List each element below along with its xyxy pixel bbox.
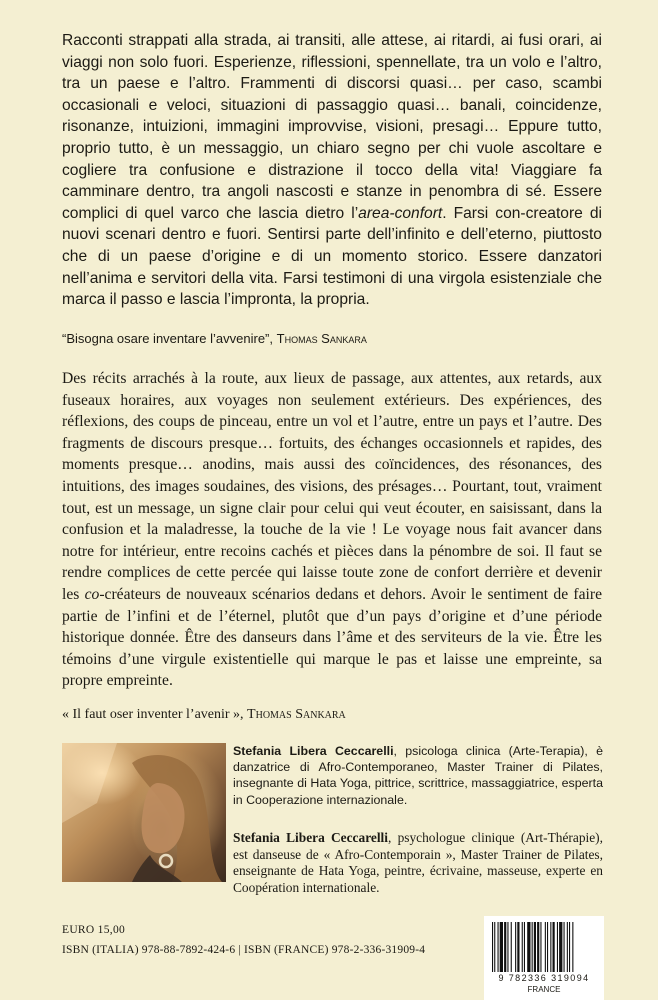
barcode-bar	[515, 922, 516, 972]
author-name-italian: Stefania Libera Ceccarelli	[233, 744, 394, 758]
italian-blurb-part1: Racconti strappati alla strada, ai transiti, alle attese, ai ritardi, ai fusi orari, ai viaggi non solo fuori. Esperienze, riflessioni, spennellate, tra un volo e l’altro, tra un paese e l’altro. Frammenti di discorsi quasi… per caso, scambi occasionali e veloci, situazioni di passaggio quasi… banali, coincidenze, risonanze, intuizioni, immagini improvvise, visioni, presagi… Eppure tutto, proprio tutto, è un messaggio, un chiaro segno per chi vuole ascoltare e cogliere tra confusione e distrazione il tocco della vita! Viaggiare fa camminare dentro, tra angoli nascosti e stanze in penombra di sé. Essere complici di quel varco che lascia dietro l’	[62, 32, 602, 222]
italian-quote	[62, 330, 602, 348]
author-name-french: Stefania Libera Ceccarelli	[233, 830, 388, 845]
barcode-bar	[511, 922, 512, 972]
isbn-italy: ISBN (ITALIA) 978-88-7892-424-6	[62, 944, 236, 956]
barcode-bar	[567, 922, 568, 972]
italian-quote-author: Thomas Sankara	[276, 331, 367, 346]
barcode-bar	[553, 922, 555, 972]
barcode-bar	[494, 922, 495, 972]
barcode-bar	[527, 922, 530, 972]
author-bio-french-text: , psychologue clinique (Art-Thérapie), est danseuse de « Afro-Contemporain », Master Trainer de Pilates, enseignante de Hata Yoga, peintre, écrivaine, masseuse, experte en Coopération internationale.	[233, 830, 603, 895]
barcode-bar	[545, 922, 546, 972]
barcode-bar	[557, 922, 558, 972]
barcode	[484, 916, 604, 1000]
barcode-bar	[498, 922, 499, 972]
barcode-bar	[504, 922, 506, 972]
barcode-country: FRANCE	[527, 985, 561, 994]
italian-quote-text: “Bisogna osare inventare l’avvenire”,	[62, 331, 273, 346]
barcode-bar	[569, 922, 570, 972]
french-blurb-part1: Des récits arrachés à la route, aux lieux de passage, aux attentes, aux retards, aux fuseaux horaires, aux voyages non seulement extérieurs. Des expériences, des réflexions, des coups de pinceau, entre un vol et l’autre, entre un pays et l’autre. Des fragments de discours presque… fortuits, des échanges occasionnels et rapides, des moments presque… anodins, mais aussi des coïncidences, des résonances, des intuitions, des images soudaines, des visions, des présages… Pourtant, tout, vraiment tout, est un message, un signe clair pour celui qui veut écouter, en saisissant, dans la confusion et la maladresse, la touche de la vie ! Le voyage nous fait avancer dans notre for intérieur, entre recoins cachés et pièces dans la pénombre de soi. Il faut se rendre complices de cette percée qui laisse toute zone de confort derrière et devenir les	[62, 370, 602, 603]
author-bio-italian	[233, 743, 603, 808]
italian-blurb-emphasis: area-confort	[358, 204, 443, 222]
barcode-bar	[564, 922, 565, 972]
price: EURO 15,00	[62, 924, 126, 936]
author-photo	[62, 743, 226, 882]
french-quote	[62, 706, 602, 724]
isbn-line	[62, 944, 425, 956]
barcode-bar	[572, 922, 573, 972]
author-bio-italian-text: , psicologa clinica (Arte-Terapia), è danzatrice di Afro-Contemporaneo, Master Trainer di Pilates, insegnante di Hata Yoga, pittrice, scrittrice, massaggiatrice, esperta in Cooperazione internazionale.	[233, 744, 603, 807]
french-quote-author: Thomas Sankara	[247, 707, 346, 722]
barcode-bar	[534, 922, 536, 972]
french-quote-text: « Il faut oser inventer l’avenir »,	[62, 707, 244, 722]
barcode-bars	[490, 922, 598, 972]
italian-blurb	[62, 30, 602, 311]
barcode-bar	[537, 922, 539, 972]
barcode-bar	[507, 922, 508, 972]
barcode-bar	[524, 922, 525, 972]
barcode-bar	[517, 922, 519, 972]
barcode-bar	[550, 922, 551, 972]
french-blurb	[62, 368, 602, 692]
barcode-bar	[492, 922, 493, 972]
barcode-bar	[547, 922, 548, 972]
barcode-bar	[559, 922, 562, 972]
french-blurb-emphasis: co	[84, 585, 100, 603]
barcode-bar	[522, 922, 523, 972]
barcode-bar	[500, 922, 503, 972]
barcode-bar	[540, 922, 541, 972]
author-bio-french	[233, 830, 603, 896]
isbn-france: ISBN (FRANCE) 978-2-336-31909-4	[243, 944, 426, 956]
french-blurb-part2: -créateurs de nouveaux scénarios dedans et dehors. Avoir le sentiment de faire partie de l’infini et de l’éternel, plutôt que d’un pays d’origine et d’une période historique donnée. Être des danseurs dans l’âme et des serviteurs de la vie. Être les témoins d’une virgule existentielle qui marque le pas et laisse une empreinte, sa propre empreinte.	[62, 585, 602, 690]
isbn-separator: |	[238, 944, 241, 956]
italian-blurb-part2: . Farsi con-creatore di nuovi scenari dentro e fuori. Sentirsi parte dell’infinito e dell’eterno, piuttosto che di un paese d’origine e di un momento storico. Essere danzatori nell’anima e servitori della vita. Farsi testimoni di una virgola esistenziale che marca il passo e lascia l’impronta, la propria.	[62, 204, 602, 309]
author-photo-illustration	[62, 743, 226, 882]
barcode-bar	[532, 922, 533, 972]
barcode-number: 9 782336 319094	[498, 973, 590, 983]
